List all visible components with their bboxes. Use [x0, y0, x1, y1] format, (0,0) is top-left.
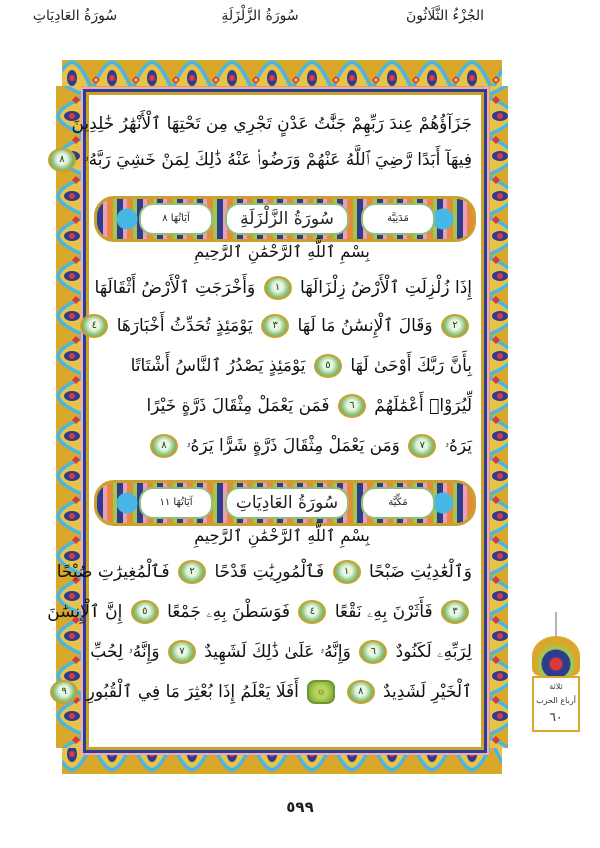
bismillah: بِسْمِ ٱللَّهِ ٱلرَّحْمَٰنِ ٱلرَّحِيمِ: [194, 526, 370, 545]
revelation-place: مَكِّيَّة: [361, 487, 435, 519]
ayah-number-marker: ٢: [178, 560, 206, 584]
revelation-place: مَدَنِيَّة: [361, 203, 435, 235]
verse-line: [92, 270, 472, 306]
verse-text: فَٱلْمُغِيرَٰتِ صُبْحًا: [56, 562, 170, 582]
verse-text: إِنَّ ٱلْإِنسَٰنَ: [47, 602, 123, 622]
verse-text: يَرَهُۥ: [444, 436, 472, 456]
verse-line: [92, 348, 472, 384]
dome-ornament-icon: [532, 636, 580, 676]
ayah-number-marker: ٨: [48, 148, 76, 172]
ayah-number-marker: ٤: [80, 314, 108, 338]
verse-text: لِّيُرَوْا۟ أَعْمَٰلَهُمْ: [374, 396, 472, 416]
verse-line: [92, 634, 472, 670]
verse-text: بِأَنَّ رَبَّكَ أَوْحَىٰ لَهَا: [350, 356, 472, 376]
ayat-count: آيَاتُهَا ١١: [139, 487, 213, 519]
verse-text: فَمَن يَعْمَلْ مِثْقَالَ ذَرَّةٍ خَيْرًا: [146, 396, 330, 416]
ayah-number-marker: ٥: [131, 600, 159, 624]
surah-title-zalzalah: سُورَةُ الزَّلْزَلَةِ: [221, 8, 299, 24]
rub-el-hizb-icon: ۞: [307, 680, 335, 704]
ayah-number-marker: ١: [333, 560, 361, 584]
mushaf-text-area: [47, 98, 472, 738]
verse-text: لِرَبِّهِۦ لَكَنُودٌ: [395, 642, 472, 662]
verse-text: فَٱلْمُورِيَٰتِ قَدْحًا: [214, 562, 325, 582]
surah-name: سُورَةُ الزَّلْزَلَةِ: [225, 203, 349, 235]
verse-text: فَوَسَطْنَ بِهِۦ جَمْعًا: [167, 602, 291, 622]
verse-text: وَإِنَّهُۥ لِحُبِّ: [90, 642, 160, 662]
verse-text: فَأَثَرْنَ بِهِۦ نَقْعًا: [334, 602, 433, 622]
ayah-number-marker: ٣: [441, 600, 469, 624]
verse-text: وَقَالَ ٱلْإِنسَٰنُ مَا لَهَا: [297, 316, 433, 336]
hizb-label-line2: أرباع الحزب: [536, 696, 576, 705]
verse-line: [59, 142, 472, 178]
surah-banner-zalzalah: [94, 196, 476, 242]
verse-text: جَزَآؤُهُمْ عِندَ رَبِّهِمْ جَنَّٰتُ عَدْنٍ تَجْرِي مِن تَحْتِهَا ٱلْأَنْهَٰرُ خَٰلِدِينَ: [71, 114, 472, 134]
verse-line: [47, 594, 472, 630]
ayah-number-marker: ٣: [261, 314, 289, 338]
ayah-number-marker: ٢: [441, 314, 469, 338]
bismillah: بِسْمِ ٱللَّهِ ٱلرَّحْمَٰنِ ٱلرَّحِيمِ: [194, 242, 370, 261]
page-header: [0, 0, 600, 40]
ayah-number-marker: ١: [264, 276, 292, 300]
marker-stem: [555, 612, 557, 638]
ayah-number-marker: ٤: [298, 600, 326, 624]
hizb-label-box: [532, 676, 580, 732]
verse-line: [92, 308, 472, 344]
verse-text: وَأَخْرَجَتِ ٱلْأَرْضُ أَثْقَالَهَا: [94, 278, 256, 298]
ayah-number-marker: ٧: [408, 434, 436, 458]
verse-text: أَفَلَا يَعْلَمُ إِذَا بُعْثِرَ مَا فِي ٱلْقُبُورِ: [86, 682, 299, 702]
surah-title-adiyat: سُورَةُ العَادِيَاتِ: [32, 8, 118, 24]
surah-banner-adiyat: [94, 480, 476, 526]
hizb-label-line1: ثلاثة: [549, 682, 563, 691]
verse-line: [71, 106, 472, 142]
page-number: ٥٩٩: [286, 798, 314, 816]
verse-text: إِذَا زُلْزِلَتِ ٱلْأَرْضُ زِلْزَالَهَا: [300, 278, 472, 298]
verse-text: وَٱلْعَٰدِيَٰتِ ضَبْحًا: [368, 562, 472, 582]
ayah-number-marker: ٩: [50, 680, 78, 704]
verse-text: يَوْمَئِذٍ يَصْدُرُ ٱلنَّاسُ أَشْتَاتًا: [130, 356, 306, 376]
surah-name: سُورَةُ العَادِيَاتِ: [225, 487, 349, 519]
verse-line: [56, 554, 472, 590]
hizb-quarter-marker: [528, 612, 584, 730]
verse-line: [92, 388, 472, 424]
ayah-number-marker: ٥: [314, 354, 342, 378]
verse-line: [92, 428, 472, 464]
verse-text: يَوْمَئِذٍ تُحَدِّثُ أَخْبَارَهَا: [116, 316, 253, 336]
verse-text: ٱلْخَيْرِ لَشَدِيدٌ: [383, 682, 472, 702]
ayah-number-marker: ٦: [338, 394, 366, 418]
verse-text: وَمَن يَعْمَلْ مِثْقَالَ ذَرَّةٍ شَرًّا يَرَهُۥ: [186, 436, 400, 456]
ayah-number-marker: ٧: [168, 640, 196, 664]
ayat-count: آيَاتُهَا ٨: [139, 203, 213, 235]
ayah-number-marker: ٨: [150, 434, 178, 458]
juz-title: الجُزْءُ الثَّلَاثُونَ: [405, 8, 485, 24]
ayah-number-marker: ٦: [359, 640, 387, 664]
verse-text: وَإِنَّهُۥ عَلَىٰ ذَٰلِكَ لَشَهِيدٌ: [204, 642, 351, 662]
verse-text: فِيهَآ أَبَدًا رَّضِيَ ٱللَّهُ عَنْهُمْ وَرَضُوا۟ عَنْهُ ذَٰلِكَ لِمَنْ خَشِيَ رَبَّهُۥ: [84, 150, 472, 170]
verse-line: [61, 674, 472, 710]
ayah-number-marker: ٨: [347, 680, 375, 704]
hizb-number: ٦٠: [549, 710, 563, 724]
